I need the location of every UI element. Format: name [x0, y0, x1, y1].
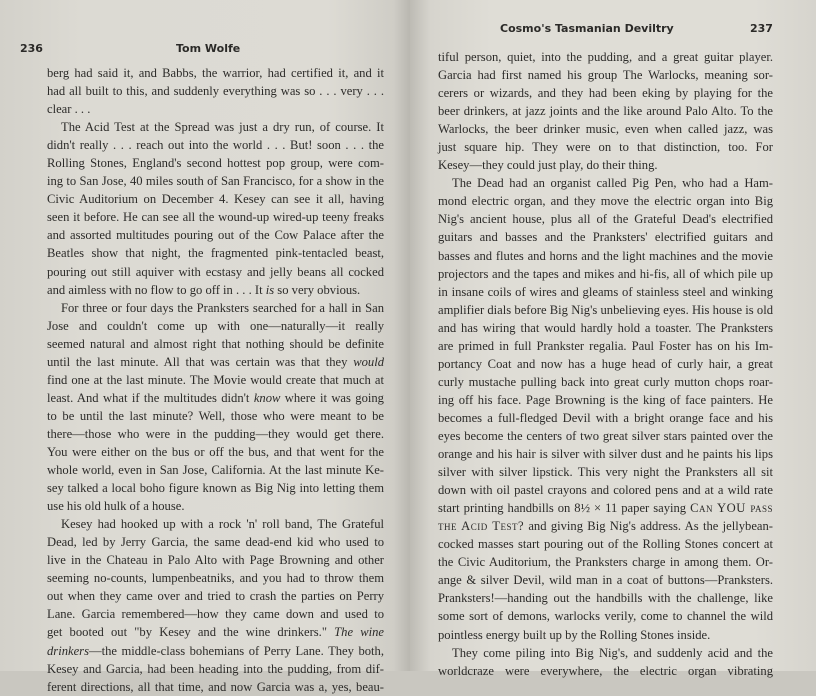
text-line	[47, 118, 384, 136]
text-line	[47, 353, 384, 371]
text-run: For three or four days the Pranksters searched for a hall in San	[61, 300, 384, 315]
text-run: —the middle-class bohemians of Perry Lane. They both,	[88, 643, 384, 658]
text-line	[438, 337, 773, 355]
text-line	[47, 208, 384, 226]
italic-text: know	[253, 390, 281, 405]
text-line	[438, 391, 773, 409]
text-run: Beatles show that night, the fragmented pink-tentacled beast,	[47, 246, 384, 261]
text-run: worldcraze were everywhere, the electric organ vibrating	[438, 663, 773, 678]
text-line	[47, 172, 384, 190]
text-run: Garcia had first named his group The Warlocks, meaning sor-	[438, 68, 773, 83]
text-run: becomes a full-fledged Devil with a bright orange face and his	[438, 410, 773, 425]
text-run: in insane coils of wires and gleams of stainless steel and winking	[438, 284, 773, 299]
text-run: seen it before. He can see all the wound-up wired-up teeny freaks	[47, 210, 384, 225]
text-line	[438, 626, 773, 644]
text-line	[438, 301, 773, 319]
text-line	[47, 569, 384, 587]
text-line	[47, 82, 384, 100]
text-line	[47, 317, 384, 335]
text-line	[438, 228, 773, 246]
text-line	[47, 281, 384, 299]
text-line	[47, 551, 384, 569]
text-line	[438, 265, 773, 283]
text-run: beer drinkers, at jazz joints and the like around Palo Alto. To the	[438, 104, 773, 119]
right-page-number: 237	[750, 22, 773, 35]
text-run: silver with silver lipstick. This very night the Pranksters all sit	[438, 465, 773, 480]
text-run: and has wiring that would hardly hold a toaster. The Pranksters	[438, 320, 773, 335]
text-line	[438, 644, 773, 662]
text-line	[438, 373, 773, 391]
text-run: find one at the last minute. The Movie would create that much at	[47, 372, 384, 387]
italic-text: is	[265, 282, 275, 297]
text-run: and assorted multitudes pouring out of the Cow Palace after the	[47, 228, 384, 243]
text-line	[47, 190, 384, 208]
small-caps-text: the Acid Test?	[438, 519, 525, 534]
left-page-number: 236	[20, 42, 43, 55]
text-run: where it was going	[280, 390, 384, 405]
text-run: use his old hulk of a house.	[47, 499, 185, 514]
text-line	[438, 247, 773, 265]
text-line	[438, 84, 773, 102]
text-line	[438, 553, 773, 571]
text-run: just square hip. They were on to that distinction, too. For	[438, 140, 773, 155]
italic-text: would	[353, 354, 384, 369]
text-run: Lane. Garcia remembered—how they came down and used to	[47, 607, 384, 622]
text-run: until the last minute. All that was certain was that they	[47, 354, 354, 369]
text-line	[438, 535, 773, 553]
text-line	[438, 427, 773, 445]
text-run: so very obvious.	[274, 282, 361, 297]
text-run: clear . . .	[47, 102, 91, 117]
text-line	[438, 210, 773, 228]
text-line	[47, 100, 384, 118]
text-run: berg had said it, and Babbs, the warrior, had certified it, and it	[47, 66, 384, 80]
text-run: had all built to this, and suddenly everything was so . . . very . . .	[47, 84, 384, 99]
text-line	[47, 497, 384, 515]
text-run: ferent directions, all that time, and now Garcia was a, yes, beau-	[47, 679, 384, 694]
text-run: least. And what if the multitudes didn't	[47, 390, 254, 405]
left-body-text	[47, 64, 384, 696]
text-run: cerers or wizards, and they had been eking by playing for the	[438, 86, 773, 101]
text-run: Warlocks, the beer drinker music, even when called jazz, was	[438, 122, 773, 137]
italic-text: drinkers	[47, 643, 89, 658]
text-line	[47, 605, 384, 623]
text-run: and aimless with no flow to go off in . . . It	[47, 282, 266, 297]
text-run: start printing handbills on 8½ × 11 paper saying	[438, 501, 691, 516]
text-line	[438, 48, 773, 66]
text-run: live in the Chateau in Palo Alto with Page Browning and other	[47, 553, 384, 568]
text-run: curly mustache pulling back into great curly mutton chops roar-	[438, 374, 773, 389]
text-line	[47, 371, 384, 389]
text-run: Kesey—they could just play, do their thing.	[438, 158, 658, 173]
text-line	[438, 355, 773, 373]
text-line	[438, 499, 773, 517]
text-line	[438, 156, 773, 174]
text-run: portancy Coat and now has a huge head of curly hair, a great	[438, 356, 773, 371]
text-run: whole world, even in San Jose, California. At the last minute Ke-	[47, 463, 384, 478]
text-line	[47, 678, 384, 696]
text-line	[47, 479, 384, 497]
text-run: You were either on the bus or off the bus, and that went for the	[47, 444, 384, 459]
text-line	[47, 443, 384, 461]
text-line	[438, 517, 773, 535]
text-run: some sort of demons, warlocks verily, come to channel the wild	[438, 609, 773, 624]
text-run: ing to San Jose, 40 miles south of San Francisco, for a show in the	[47, 174, 384, 189]
text-run: ing off his face. Page Browning is the king of face painters. He	[438, 392, 773, 407]
right-running-head: Cosmo's Tasmanian Deviltry	[500, 22, 674, 35]
text-run: there—those who were in the pudding—they would get there.	[47, 426, 384, 441]
text-run: guitars and basses and the Pranksters' electrified guitars and	[438, 230, 773, 245]
text-run: didn't really . . . reach out into the world . . . But! soon . . . the	[47, 138, 384, 153]
text-line	[47, 587, 384, 605]
right-page	[410, 0, 816, 678]
text-run: projectors and the tapes and mikes and hi-fis, all of which pile up	[438, 266, 773, 281]
text-line	[438, 192, 773, 210]
text-run: are primed in full Prankster regalia. Paul Foster has on his Im-	[438, 338, 773, 353]
text-run: get booted out "by Kesey and the wine drinkers."	[47, 625, 335, 640]
text-run: Nig's ancient house, plus all of the Grateful Dead's electrified	[438, 212, 773, 227]
text-run: They come piling into Big Nig's, and suddenly acid and the	[452, 645, 773, 660]
text-line	[438, 481, 773, 499]
text-line	[47, 515, 384, 533]
text-line	[47, 335, 384, 353]
text-run: Jose and couldn't come up with one—naturally—it really	[47, 318, 384, 333]
italic-text: The wine	[334, 625, 385, 640]
left-running-head: Tom Wolfe	[176, 42, 241, 55]
text-line	[438, 463, 773, 481]
text-line	[47, 660, 384, 678]
text-run: basses and flutes and horns and the light machines and the movie	[438, 248, 773, 263]
text-run: seemed natural and almost right that nothing should be definite	[47, 336, 384, 351]
text-line	[47, 226, 384, 244]
text-run: the Civic Auditorium, the Pranksters charge in among them. Or-	[438, 555, 773, 570]
text-line	[47, 136, 384, 154]
text-run: sey talked a local boho figure known as Big Nig into letting them	[47, 481, 384, 496]
text-line	[438, 138, 773, 156]
small-caps-text: Can YOU pass	[690, 501, 774, 516]
text-run: mond electric organ, and they move the electric organ into Big	[438, 194, 773, 209]
text-run: The Dead had an organist called Pig Pen, who had a Ham-	[452, 176, 773, 191]
text-line	[47, 461, 384, 479]
text-run: ange & silver Devil, wild man in a coat of buttons—Pranksters.	[438, 573, 773, 588]
text-line	[438, 589, 773, 607]
text-line	[438, 445, 773, 463]
right-body-text	[438, 48, 773, 680]
text-line	[47, 389, 384, 407]
text-run: Rolling Stones, England's second hottest pop group, were com-	[47, 156, 384, 171]
text-run: tiful person, quiet, into the pudding, and a great guitar player.	[438, 50, 773, 64]
text-line	[47, 154, 384, 172]
text-run: cocked masses start pouring out of the Rolling Stones concert at	[438, 537, 773, 552]
text-line	[47, 64, 384, 82]
text-run: seeming no-counts, lumpenbeatniks, and you had to throw them	[47, 571, 384, 586]
text-run: down with oil pastel crayons and colored pens and at a wild rate	[438, 483, 773, 498]
text-run: The Acid Test at the Spread was just a dry run, of course. It	[61, 120, 384, 135]
text-line	[438, 102, 773, 120]
text-line	[438, 662, 773, 680]
text-run: orange and his hair is silver with silver dust and he paints his lips	[438, 447, 773, 462]
text-run: Kesey and Garcia, had been heading into the pudding, from dif-	[47, 661, 384, 676]
text-line	[47, 623, 384, 641]
text-line	[438, 120, 773, 138]
text-run: Civic Auditorium on December 4. Kesey can see it all, having	[47, 192, 384, 207]
text-line	[47, 263, 384, 281]
text-line	[47, 244, 384, 262]
text-line	[47, 533, 384, 551]
text-run: pouring out still aquiver with ecstasy and jelly beans all cocked	[47, 264, 384, 279]
text-run: and giving Big Nig's address. As the jellybean-	[524, 519, 773, 534]
text-line	[438, 66, 773, 84]
text-run: Kesey had hooked up with a rock 'n' roll band, The Grateful	[61, 517, 384, 532]
text-line	[438, 174, 773, 192]
text-line	[47, 425, 384, 443]
text-line	[438, 283, 773, 301]
text-run: Dead, led by Jerry Garcia, the same dead-end kid who used to	[47, 535, 384, 550]
text-run: to be until the last minute? Well, those who were meant to be	[47, 408, 384, 423]
text-run: pointless energy built up by the Rolling Stones inside.	[438, 627, 711, 642]
text-line	[47, 642, 384, 660]
text-run: amplifier dials before Big Nig's unbelieving eyes. His house is old	[438, 302, 773, 317]
text-line	[438, 409, 773, 427]
text-line	[438, 571, 773, 589]
text-run: eyes become the centers of two great silver stars painted over the	[438, 428, 773, 443]
text-run: Pranksters!—handing out the handbills with the challenge, like	[438, 591, 773, 606]
text-run: out when they came over and tried to crash the parties on Perry	[47, 589, 384, 604]
text-line	[47, 299, 384, 317]
text-line	[438, 607, 773, 625]
text-line	[47, 407, 384, 425]
text-line	[438, 319, 773, 337]
